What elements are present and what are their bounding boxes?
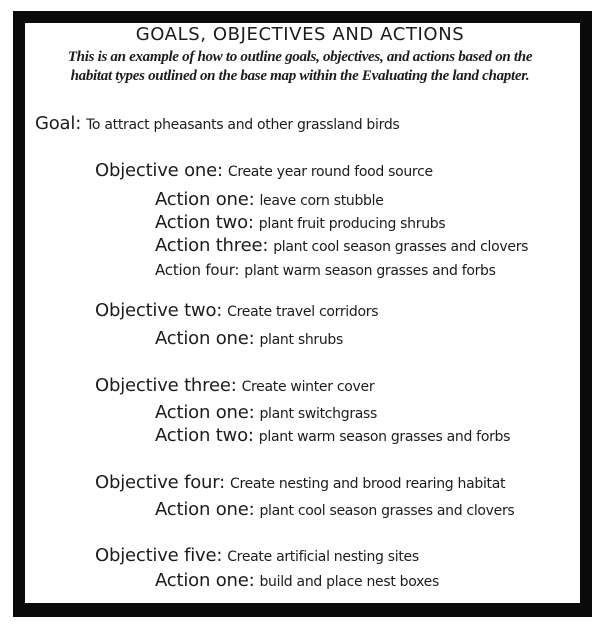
objective-2-label: Objective two:: [95, 300, 223, 321]
objective-1-text: Create year round food source: [227, 164, 433, 180]
objective-1-action-1-label: Action one:: [155, 189, 255, 210]
objective-5-text: Create artificial nesting sites: [227, 549, 419, 565]
objective-3-text: Create winter cover: [241, 379, 375, 395]
objective-2-line: [95, 299, 378, 324]
objective-1-action-2-label: Action two:: [155, 212, 254, 233]
objective-4-action-1-label: Action one:: [155, 499, 255, 520]
objective-1-line: [95, 159, 433, 184]
objective-1-action-2-text: plant fruit producing shrubs: [258, 216, 446, 232]
goal-label: Goal:: [35, 113, 82, 134]
objective-3-action-1-label: Action one:: [155, 402, 255, 423]
objective-1-action-3-label: Action three:: [155, 235, 269, 256]
objective-4-line: [95, 471, 505, 496]
objective-5-line: [95, 544, 419, 569]
objective-5-label: Objective five:: [95, 545, 223, 566]
objective-3-line: [95, 374, 374, 399]
objective-1-action-4-line: [155, 258, 496, 283]
objective-2-action-1-label: Action one:: [155, 328, 255, 349]
objective-1-action-4-text: plant warm season grasses and forbs: [244, 263, 496, 279]
objective-4-action-1-line: [155, 498, 514, 523]
objective-3-action-2-line: [155, 424, 510, 449]
objective-2-action-1-line: [155, 327, 343, 352]
objective-5-action-1-label: Action one:: [155, 570, 255, 591]
objective-3-label: Objective three:: [95, 375, 237, 396]
objective-1-action-2-line: [155, 211, 445, 236]
objective-3-action-2-label: Action two:: [155, 425, 254, 446]
objective-4-text: Create nesting and brood rearing habitat: [229, 476, 506, 492]
objective-4-action-1-text: plant cool season grasses and clovers: [259, 503, 515, 519]
objective-1-action-3-line: [155, 234, 528, 259]
objective-1-action-3-text: plant cool season grasses and clovers: [273, 239, 529, 255]
objective-1-action-1-text: leave corn stubble: [259, 193, 384, 209]
objective-2-action-1-text: plant shrubs: [259, 332, 344, 348]
goal-line: [35, 112, 399, 137]
objective-3-action-1-line: [155, 401, 377, 426]
page-title: GOALS, OBJECTIVES AND ACTIONS: [135, 24, 465, 45]
objective-5-action-1-line: [155, 569, 439, 594]
objective-1-label: Objective one:: [95, 160, 223, 181]
objective-3-action-1-text: plant switchgrass: [259, 406, 378, 422]
objective-4-label: Objective four:: [95, 472, 225, 493]
objective-2-text: Create travel corridors: [227, 304, 379, 320]
objective-5-action-1-text: build and place nest boxes: [259, 574, 439, 590]
subtitle-line-2: habitat types outlined on the base map within the Evaluating the land chapter.: [70, 68, 530, 84]
objective-1-action-4-label: Action four:: [155, 261, 240, 279]
goal-text: To attract pheasants and other grassland birds: [86, 117, 400, 133]
objective-1-action-1-line: [155, 188, 384, 213]
objective-3-action-2-text: plant warm season grasses and forbs: [258, 429, 511, 445]
subtitle-line-1: This is an example of how to outline goals, objectives, and actions based on the: [67, 49, 533, 65]
